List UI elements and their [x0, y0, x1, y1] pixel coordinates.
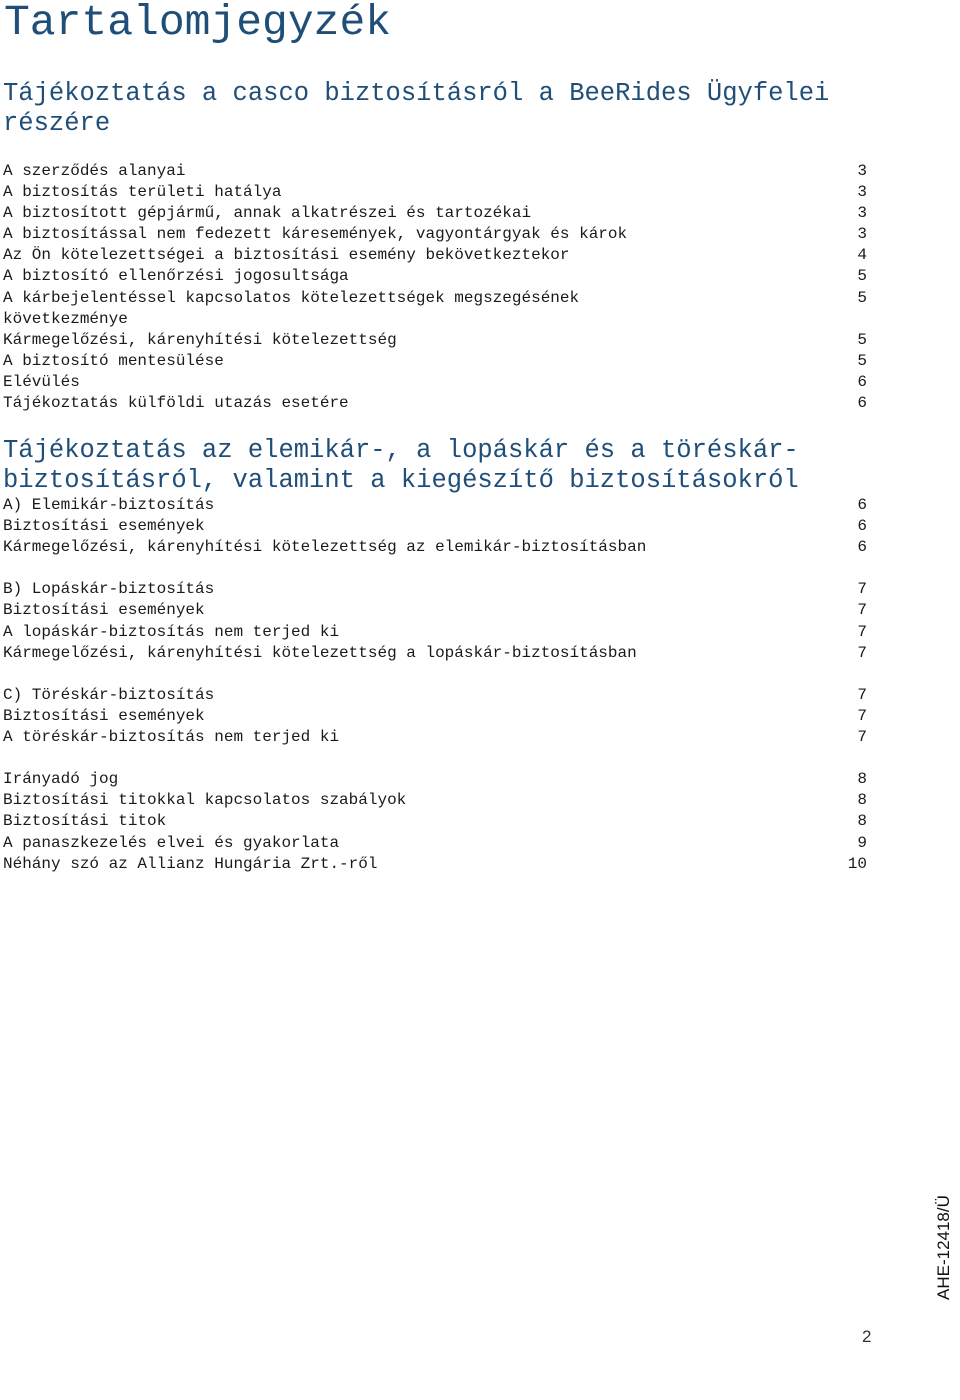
toc-entry-page: 6 — [857, 394, 867, 413]
group-spacer — [3, 748, 867, 769]
document-code-text: AHE-12418/Ü — [934, 1195, 953, 1300]
toc-entry[interactable] — [3, 854, 867, 875]
toc-entry-page: 7 — [857, 685, 867, 704]
toc-entry[interactable] — [3, 203, 867, 224]
toc-entry[interactable] — [3, 224, 867, 245]
toc-list-supplementary — [3, 495, 867, 875]
toc-entry-page: 7 — [857, 622, 867, 641]
toc-entry[interactable] — [3, 790, 867, 811]
toc-entry-page: 7 — [857, 580, 867, 599]
toc-entry[interactable] — [3, 266, 867, 287]
toc-entry-label: A biztosító ellenőrzési jogosultsága — [3, 267, 349, 286]
group-spacer — [3, 664, 867, 685]
toc-entry[interactable] — [3, 245, 867, 266]
toc-entry-label: Kármegelőzési, kárenyhítési kötelezettség a lopáskár-biztosításban — [3, 643, 637, 662]
toc-entry[interactable] — [3, 288, 867, 330]
toc-entry[interactable] — [3, 161, 867, 182]
toc-entry-page: 8 — [857, 791, 867, 810]
toc-entry-page: 3 — [857, 204, 867, 223]
page-number: 2 — [862, 1327, 872, 1346]
toc-entry-label: A biztosítással nem fedezett káresemények, vagyontárgyak és károk — [3, 225, 628, 244]
toc-entry-page: 8 — [857, 812, 867, 831]
toc-entry[interactable] — [3, 600, 867, 621]
toc-entry[interactable] — [3, 372, 867, 393]
toc-entry-page: 9 — [857, 833, 867, 852]
toc-entry-label: Kármegelőzési, kárenyhítési kötelezettség az elemikár-biztosításban — [3, 538, 647, 557]
section-heading-casco: Tájékoztatás a casco biztosításról a BeeRides Ügyfelei részére — [3, 79, 830, 138]
toc-entry-label: Tájékoztatás külföldi utazás esetére — [3, 394, 349, 413]
document-code — [934, 1195, 954, 1400]
toc-entry-page: 5 — [857, 288, 867, 307]
toc-list-casco — [3, 161, 867, 414]
toc-entry-label: A kárbejelentéssel kapcsolatos kötelezettségek megszegésének következménye — [3, 288, 580, 328]
toc-entry-page: 4 — [857, 246, 867, 265]
toc-entry[interactable] — [3, 685, 867, 706]
toc-entry-label: Kármegelőzési, kárenyhítési kötelezettség — [3, 330, 397, 349]
toc-entry-label: Irányadó jog — [3, 770, 119, 789]
toc-entry[interactable] — [3, 351, 867, 372]
toc-entry[interactable] — [3, 811, 867, 832]
toc-entry-label: Biztosítási események — [3, 517, 205, 536]
toc-entry-page: 10 — [847, 854, 867, 873]
toc-entry-label: A lopáskár-biztosítás nem terjed ki — [3, 622, 340, 641]
group-spacer — [3, 558, 867, 579]
toc-entry-label: Néhány szó az Allianz Hungária Zrt.-ről — [3, 854, 378, 873]
toc-entry[interactable] — [3, 622, 867, 643]
toc-entry-label: C) Töréskár-biztosítás — [3, 685, 215, 704]
toc-entry-label: Biztosítási események — [3, 601, 205, 620]
toc-entry-label: A biztosítás területi hatálya — [3, 183, 282, 202]
toc-entry-page: 6 — [857, 538, 867, 557]
toc-entry-label: A szerződés alanyai — [3, 162, 186, 180]
toc-entry-page: 3 — [857, 183, 867, 202]
toc-entry-label: A töréskár-biztosítás nem terjed ki — [3, 728, 340, 747]
toc-entry[interactable] — [3, 643, 867, 664]
toc-entry-page: 7 — [857, 728, 867, 747]
page-title: Tartalomjegyzék — [4, 0, 392, 47]
toc-entry[interactable] — [3, 706, 867, 727]
toc-entry-label: B) Lopáskár-biztosítás — [3, 580, 215, 599]
toc-entry-label: Biztosítási titokkal kapcsolatos szabályok — [3, 791, 407, 810]
toc-entry-label: A panaszkezelés elvei és gyakorlata — [3, 833, 340, 852]
toc-entry[interactable] — [3, 537, 867, 558]
toc-entry-page: 5 — [857, 267, 867, 286]
toc-entry-label: A biztosított gépjármű, annak alkatrészei és tartozékai — [3, 204, 532, 223]
toc-entry-page: 5 — [857, 351, 867, 370]
toc-entry[interactable] — [3, 516, 867, 537]
toc-entry-page: 7 — [857, 706, 867, 725]
toc-entry-label: Biztosítási titok — [3, 812, 167, 831]
toc-entry-label: A) Elemikár-biztosítás — [3, 496, 215, 514]
toc-entry[interactable] — [3, 393, 867, 414]
toc-entry-page: 7 — [857, 643, 867, 662]
toc-entry[interactable] — [3, 330, 867, 351]
toc-entry[interactable] — [3, 727, 867, 748]
toc-entry[interactable] — [3, 495, 867, 516]
toc-entry-page: 8 — [857, 770, 867, 789]
toc-entry-page: 3 — [857, 225, 867, 244]
toc-entry-page: 6 — [857, 496, 867, 514]
toc-entry-page: 7 — [857, 601, 867, 620]
toc-entry[interactable] — [3, 769, 867, 790]
toc-entry-page: 3 — [857, 162, 867, 180]
toc-entry-label: Biztosítási események — [3, 706, 205, 725]
toc-entry[interactable] — [3, 182, 867, 203]
toc-entry-page: 6 — [857, 517, 867, 536]
toc-entry[interactable] — [3, 579, 867, 600]
section-heading-supplementary: Tájékoztatás az elemikár-, a lopáskár és a töréskár-biztosításról, valamint a kiegészítő biztosításokról — [3, 436, 799, 495]
toc-entry-label: A biztosító mentesülése — [3, 351, 224, 370]
toc-entry[interactable] — [3, 833, 867, 854]
toc-entry-page: 6 — [857, 372, 867, 391]
toc-entry-label: Elévülés — [3, 372, 80, 391]
toc-entry-page: 5 — [857, 330, 867, 349]
toc-entry-label: Az Ön kötelezettségei a biztosítási esemény bekövetkeztekor — [3, 246, 570, 265]
